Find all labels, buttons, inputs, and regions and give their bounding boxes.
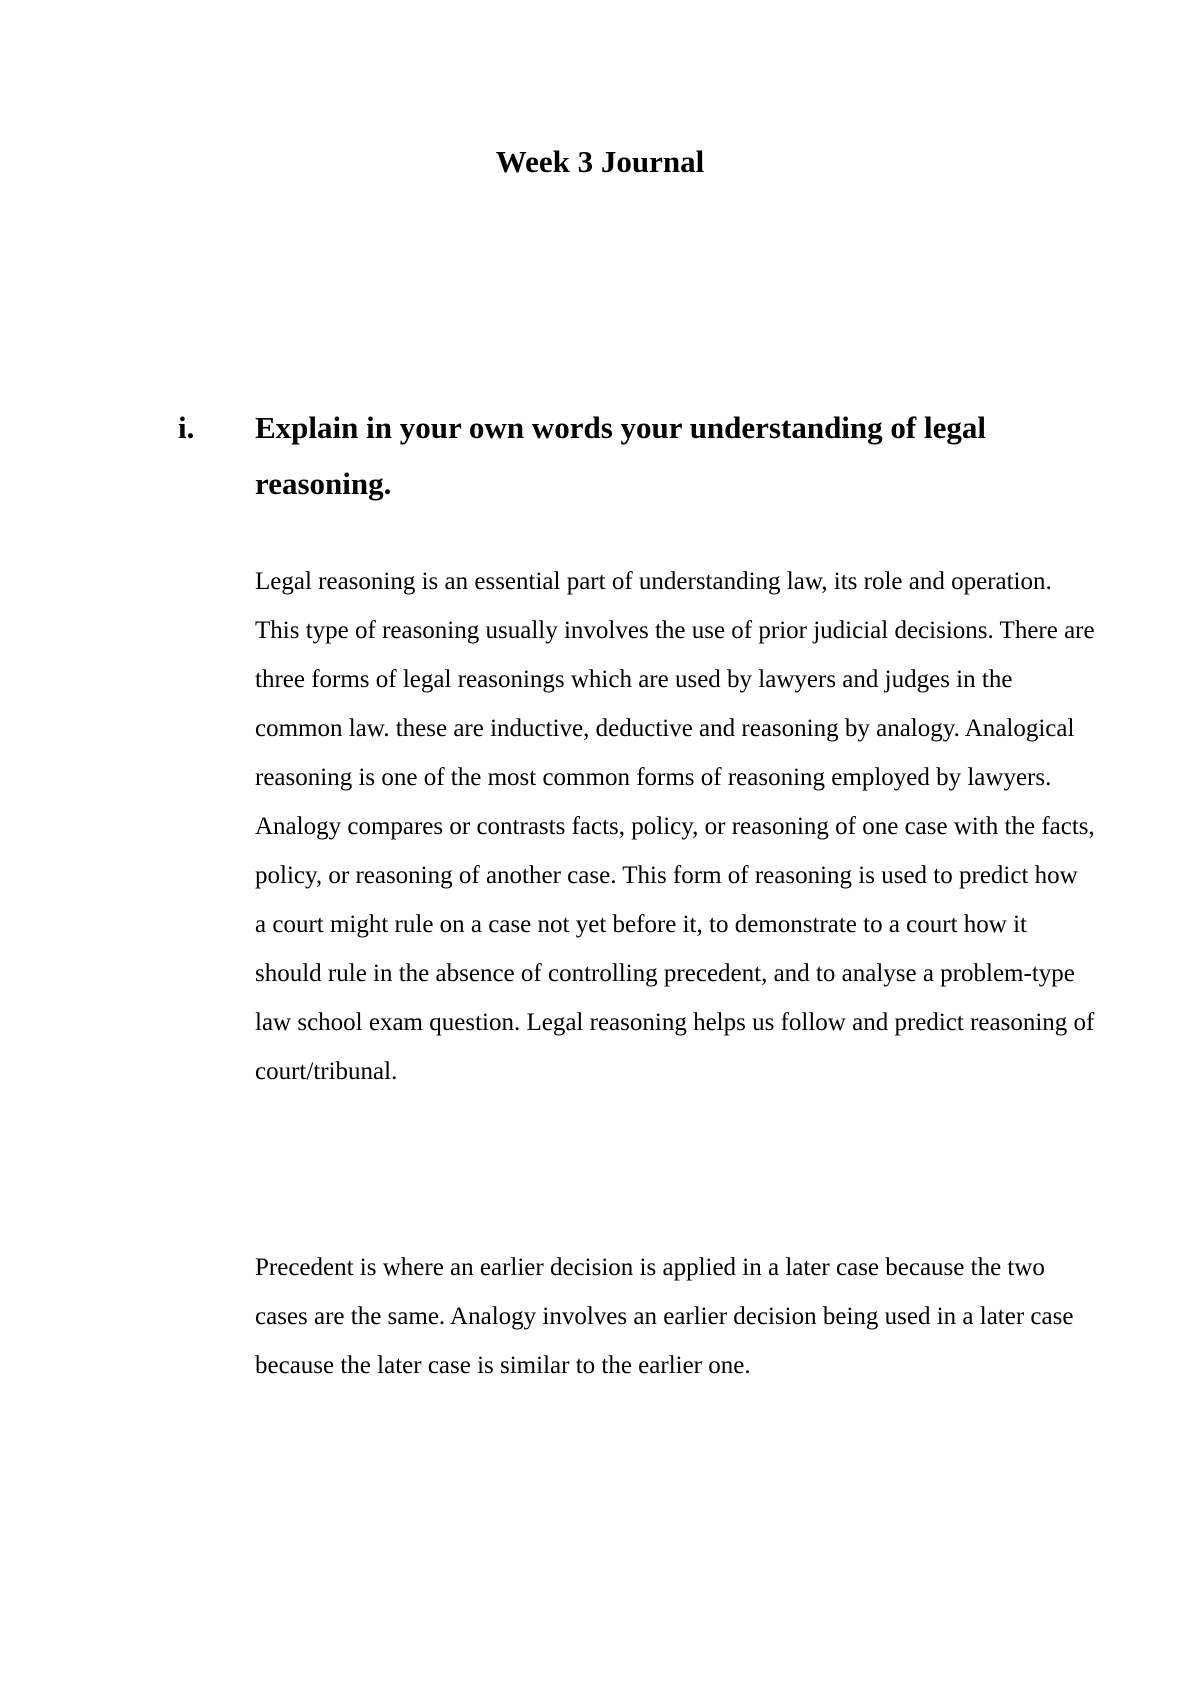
question-number: i. bbox=[178, 410, 195, 445]
answer-paragraph-1: Legal reasoning is an essential part of understanding law, its role and operation. This type of reasoning usually involves the use of prior judicial decisions. There are three forms of legal reasonings which are used by lawyers and judges in the common law. these are inductive, deductive and reasoning by analogy. Analogical reasoning is one of the most common forms of reasoning employed by lawyers. Analogy compares or contrasts facts, policy, or reasoning of one case with the facts, policy, or reasoning of another case. This form of reasoning is used to predict how a court might rule on a case not yet before it, to demonstrate to a court how it should rule in the absence of controlling precedent, and to analyse a problem-type law school exam question. Legal reasoning helps us follow and predict reasoning of court/tribunal. bbox=[255, 568, 1095, 1085]
answer-paragraph-2: Precedent is where an earlier decision is applied in a later case because the two cases are the same. Analogy involves an earlier decision being used in a later case because the later case is similar to the earlier one. bbox=[255, 1254, 1074, 1379]
question-text: Explain in your own words your understanding of legal reasoning. bbox=[255, 410, 986, 501]
document-title: Week 3 Journal bbox=[495, 144, 705, 179]
